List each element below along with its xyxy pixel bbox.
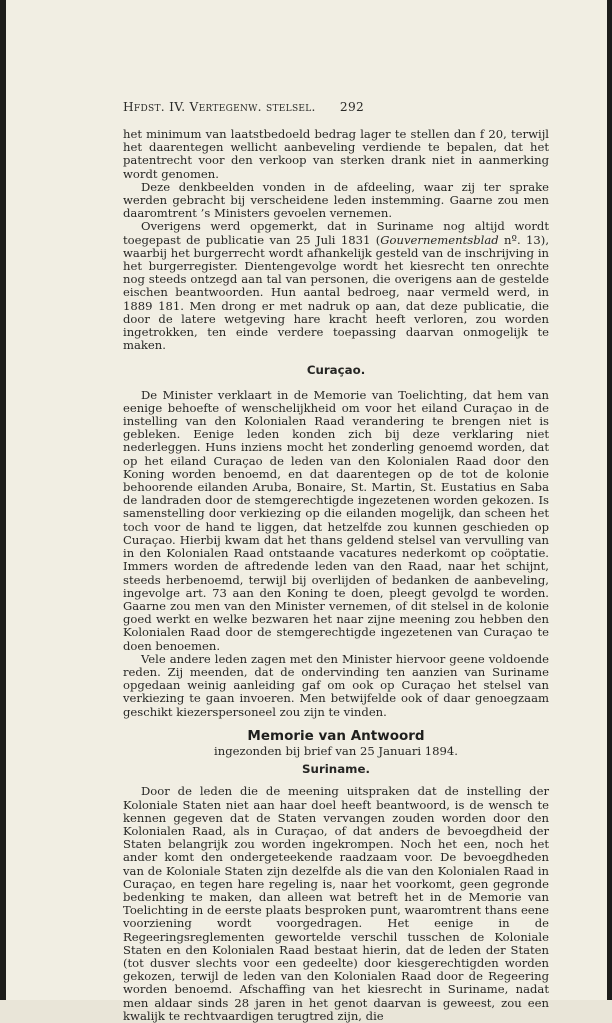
section-heading-curacao: Curaçao.	[306, 363, 366, 378]
memorie-title: Memorie van Antwoord	[247, 727, 425, 744]
paragraph: De Minister verklaart in de Memorie van Toelichting, dat hem van eenige behoefte of wenschelijkheid om voor het eiland Curaçao in de instelling van den Kolonialen Raad verandering te brengen niet is gebleken. Eenige leden konden zich bij deze verklaring niet nederleggen. Huns inziens mocht het zonderling genoemd worden, dat op het eiland Curaçao de leden van den Kolonialen Raad door den Koning worden benoemd, en dat daarentegen op de tot de kolonie behoorende eilanden Aruba, Bonaire, St. Martin, St. Eustatius en Saba de landraden door de stemgerechtigde ingezetenen worden gekozen. Is samenstelling door verkiezing op die eilanden mogelijk, dan scheen het toch voor de hand te liggen, dat hetzelfde zou kunnen geschieden op Curaçao. Hierbij kwam dat het thans geldend stelsel van vervulling van in den Kolonialen Raad ontstaande vacatures nederkomt op coöptatie. Immers worden de aftredende leden van den Raad, naar het schijnt, steeds herbenoemd, terwijl bij overlijden of bedanken de aanbeveling, ingevolge art. 73 aan den Koning te doen, pleegt gevolgd te worden. Gaarne zou men van den Minister vernemen, of dit stelsel in de kolonie goed werkt en welke bezwaren het naar zijne meening zou hebben den Kolonialen Raad door de stemgerechtigde ingezetenen van Curaçao te doen benoemen.	[123, 387, 549, 653]
running-head	[123, 100, 364, 114]
memorie-subtitle: ingezonden bij brief van 25 Januari 1894.	[214, 743, 458, 758]
body-text	[123, 128, 549, 1023]
paragraph	[123, 220, 549, 352]
italic-title: Gouvernementsblad	[380, 232, 499, 247]
paragraph: Deze denkbeelden vonden in de afdeeling, waar zij ter sprake werden gebracht bij verscheidene leden instemming. Gaarne zou men daaromtrent ’s Ministers gevoelen vernemen.	[123, 179, 549, 221]
page-number: 292	[339, 100, 365, 114]
section-heading-suriname: Suriname.	[302, 762, 370, 777]
text-run: nº. 13), waarbij het burgerrecht wordt afhankelijk gesteld van de inschrijving in het burgerregister. Dientengevolge wordt het kiesrecht ten onrechte nog steeds ontzegd aan tal van personen, die overigens aan de gestelde eischen beantwoorden. Hun aantal bedroeg, naar vermeld werd, in 1889 181. Men drong er met nadruk op aan, dat deze publicatie, die door de latere wetgeving hare kracht heeft verloren, zou worden ingetrokken, ten einde verdere toepassing daarvan onmogelijk te maken.	[123, 232, 549, 353]
text-run: Overigens werd opgemerkt, dat in Suriname nog altijd wordt toegepast de publicatie van 25 Juli 1831 (	[123, 219, 549, 247]
paragraph: Door de leden die de meening uitspraken dat de instelling der Koloniale Staten niet aan haar doel heeft beantwoord, is de wensch te kennen gegeven dat de Staten vervangen zouden worden door den Kolonialen Raad, als in Curaçao, of dat anders de bevoegdheid der Staten belangrijk zou worden ingekrompen. Noch het een, noch het ander komt den ondergeteekende raadzaam voor. De bevoegdheden van de Koloniale Staten zijn dezelfde als die van den Kolonialen Raad in Curaçao, en tegen hare regeling is, naar het voorkomt, geen gegronde bedenking te maken, dan alleen wat betreft het in de Memorie van Toelichting in de eerste plaats besproken punt, waaromtrent thans eene voorziening wordt voorgedragen. Het eenige in de Regeeringsreglementen gewortelde verschil tusschen de Koloniale Staten en den Kolonialen Raad bestaat hierin, dat de leden der Staten (tot dusver slechts voor een gedeelte) door kiesgerechtigden worden gekozen, terwijl de leden van den Kolonialen Raad door de Regeering worden benoemd. Afschaffing van het kiesrecht in Suriname, nadat men aldaar sinds 28 jaren in het genot daarvan is geweest, zou een kwalijk te rechtvaardigen terugtred zijn, die	[123, 784, 549, 1023]
chapter-title: Hfdst. IV. Vertegenw. stelsel.	[123, 100, 316, 114]
paragraph: het minimum van laatstbedoeld bedrag lager te stellen dan f 20, terwijl het daarentegen wellicht aanbeveling verdiende te bepalen, dat het patentrecht voor den verkoop van sterken drank niet in aanmerking wordt genomen.	[123, 127, 549, 181]
paragraph: Vele andere leden zagen met den Minister hiervoor geene voldoende reden. Zij meenden, dat de ondervinding ten aanzien van Suriname opgedaan weinig aanleiding gaf om ook op Curaçao het stelsel van verkiezing te gaan invoeren. Men betwijfelde ook of daar genoegzaam geschikt kiezerspersoneel zou zijn te vinden.	[123, 651, 549, 719]
